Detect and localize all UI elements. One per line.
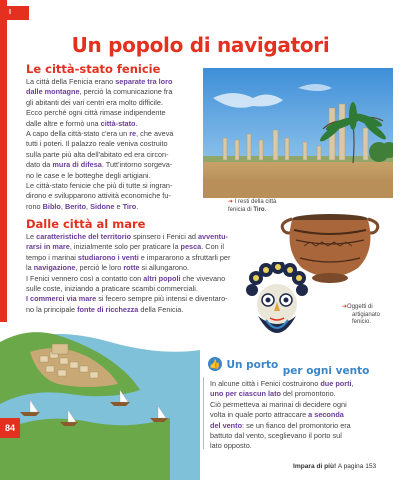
keyword: I commerci via mare xyxy=(26,294,97,304)
text-run: , perciò le loro xyxy=(75,263,124,273)
text-run: : se un fianco del promontorio era xyxy=(242,420,351,430)
text-run: , xyxy=(351,379,354,388)
text-run: rono xyxy=(26,201,43,211)
keyword: dalle montagne xyxy=(26,87,80,97)
text-line xyxy=(26,274,256,284)
text-line xyxy=(26,98,191,108)
city-name: Tiro xyxy=(122,201,137,211)
page-number: 84 xyxy=(0,418,20,438)
keyword: rotte xyxy=(123,263,140,273)
text-line xyxy=(26,263,256,273)
text-line xyxy=(26,139,191,149)
text-line xyxy=(210,410,400,420)
page-title: Un popolo di navigatori xyxy=(71,33,330,57)
text-run: dato da xyxy=(26,160,53,170)
keyword: studiarono i venti xyxy=(77,252,139,262)
text-line xyxy=(26,202,191,212)
text-run: Ecco perché ogni città rimase indipendente xyxy=(26,108,166,118)
keyword: fonte di ricchezza xyxy=(77,304,139,314)
section-body xyxy=(26,77,191,212)
keyword: avventu- xyxy=(197,232,228,241)
text-line xyxy=(26,305,256,315)
text-run: , perciò la comunicazione fra xyxy=(79,87,173,97)
text-run: , xyxy=(86,201,91,211)
text-run: tempo i marinai xyxy=(26,252,78,262)
keyword: del vento xyxy=(210,420,243,430)
keyword: navigazione xyxy=(33,263,76,273)
text-line xyxy=(26,108,191,118)
text-run: no la principale xyxy=(26,304,78,314)
text-line xyxy=(26,119,191,129)
text-run: Ciò permetteva ai marinai di decidere ogni xyxy=(210,399,347,409)
text-line xyxy=(210,389,400,399)
pointer-arrow-icon: ➜ xyxy=(342,304,348,310)
keyword: caratteristiche del territorio xyxy=(36,232,132,241)
text-run: battuto dal vento, sceglievano il porto sul xyxy=(210,431,342,441)
text-line xyxy=(26,181,191,191)
text-run: sulle coste, iniziando a praticare scambi commerciali. xyxy=(26,284,198,294)
section-body xyxy=(26,232,256,315)
text-run: . Con il xyxy=(201,242,224,252)
section-tab: I FENICI xyxy=(0,6,29,20)
keyword: altri popoli xyxy=(143,273,181,283)
text-line xyxy=(210,431,400,441)
text-run: I Fenici vennero così a contatto con xyxy=(26,273,144,283)
text-line xyxy=(26,150,191,160)
text-run: , inizialmente solo per praticare la xyxy=(69,242,181,252)
text-run: e impararono a sfruttarli per xyxy=(138,252,231,262)
thumbs-up-icon: 👍 xyxy=(209,358,221,369)
section-heading: Le città-stato fenicie xyxy=(26,62,161,76)
text-run: , che aveva xyxy=(136,129,174,139)
text-run: . xyxy=(136,201,139,211)
text-line xyxy=(26,253,256,263)
text-line xyxy=(210,421,400,431)
text-run: La città della Fenicia erano xyxy=(26,77,116,86)
text-line xyxy=(26,160,191,170)
text-line xyxy=(26,232,256,242)
city-name: Berito xyxy=(64,201,87,211)
text-run: spinsero i Fenici ad xyxy=(131,232,198,241)
text-run: gli abitanti dei vari centri era molto difficile. xyxy=(26,97,163,107)
mask-image xyxy=(244,262,308,352)
text-line xyxy=(210,441,400,451)
text-run: . xyxy=(135,118,138,128)
text-run: tutti i poteri. Il palazzo reale veniva costruito xyxy=(26,139,168,149)
objects-caption: ➜Oggetti di artigianato fenicio. xyxy=(342,304,381,325)
section-heading: Dalle città al mare xyxy=(26,217,146,231)
harbour-illustration xyxy=(0,322,200,480)
text-line xyxy=(26,191,191,201)
text-run: si fecero sempre più intensi e diventaro- xyxy=(96,294,228,304)
text-run: e xyxy=(114,201,123,211)
section-citta-stato xyxy=(26,62,191,212)
text-run: la xyxy=(26,263,34,273)
text-line xyxy=(26,294,256,304)
keyword: pesca xyxy=(180,242,202,252)
text-run: . Tutt'intorno sorgeva- xyxy=(101,160,173,170)
keyword: a seconda xyxy=(308,410,344,420)
text-run: volta in quale porto attraccare xyxy=(210,410,309,420)
info-box xyxy=(203,358,400,451)
keyword: re xyxy=(129,129,137,139)
text-run: lato opposto. xyxy=(210,441,252,451)
box-header: 👍 Un porto $_{per ogni vento}$ xyxy=(209,358,370,377)
text-run: dalle altre e formò una xyxy=(26,118,101,128)
text-line xyxy=(26,87,191,97)
text-run: Le xyxy=(26,232,37,241)
text-run: no le case e le botteghe degli artigiani. xyxy=(26,170,151,180)
footer-link[interactable]: Impara di più! A pagina 153 xyxy=(293,463,377,470)
text-run: sulla parte più alta dell'abitato ed era circon- xyxy=(26,149,169,159)
pointer-arrow-icon: ➜ xyxy=(228,199,234,205)
text-line xyxy=(210,379,400,389)
text-line xyxy=(26,129,191,139)
ruins-caption: ➜ I resti della città fenicia di Tiro. xyxy=(228,199,277,213)
ruins-photo xyxy=(203,68,393,198)
keyword: due porti xyxy=(320,379,352,388)
city-name: Sidone xyxy=(90,201,115,211)
text-run: A capo della città-stato c'era un xyxy=(26,129,130,139)
text-run: , xyxy=(60,201,65,211)
text-run: della Fenicia. xyxy=(138,304,184,314)
text-run: In alcune città i Fenici costruirono xyxy=(210,379,321,388)
text-line xyxy=(26,77,191,87)
text-line xyxy=(26,171,191,181)
keyword: rarsi in mare xyxy=(26,242,70,252)
text-run: dirono e svilupparono attività economiche fu- xyxy=(26,191,171,201)
text-run: si allungarono. xyxy=(139,263,190,273)
text-run: che vivevano xyxy=(180,273,226,283)
text-run: del promontorio. xyxy=(280,389,336,399)
city-name: Biblo xyxy=(42,201,61,211)
keyword: città-stato xyxy=(100,118,136,128)
keyword: mura di difesa xyxy=(52,160,102,170)
text-line xyxy=(210,400,400,410)
text-run: Le città-stato fenicie che più di tutte si ingran- xyxy=(26,181,173,191)
box-body xyxy=(210,379,400,452)
text-line xyxy=(26,242,256,252)
section-citta-mare xyxy=(26,217,256,315)
keyword: uno per ciascun lato xyxy=(210,389,281,399)
keyword: separate tra loro xyxy=(115,77,173,86)
text-line xyxy=(26,284,256,294)
